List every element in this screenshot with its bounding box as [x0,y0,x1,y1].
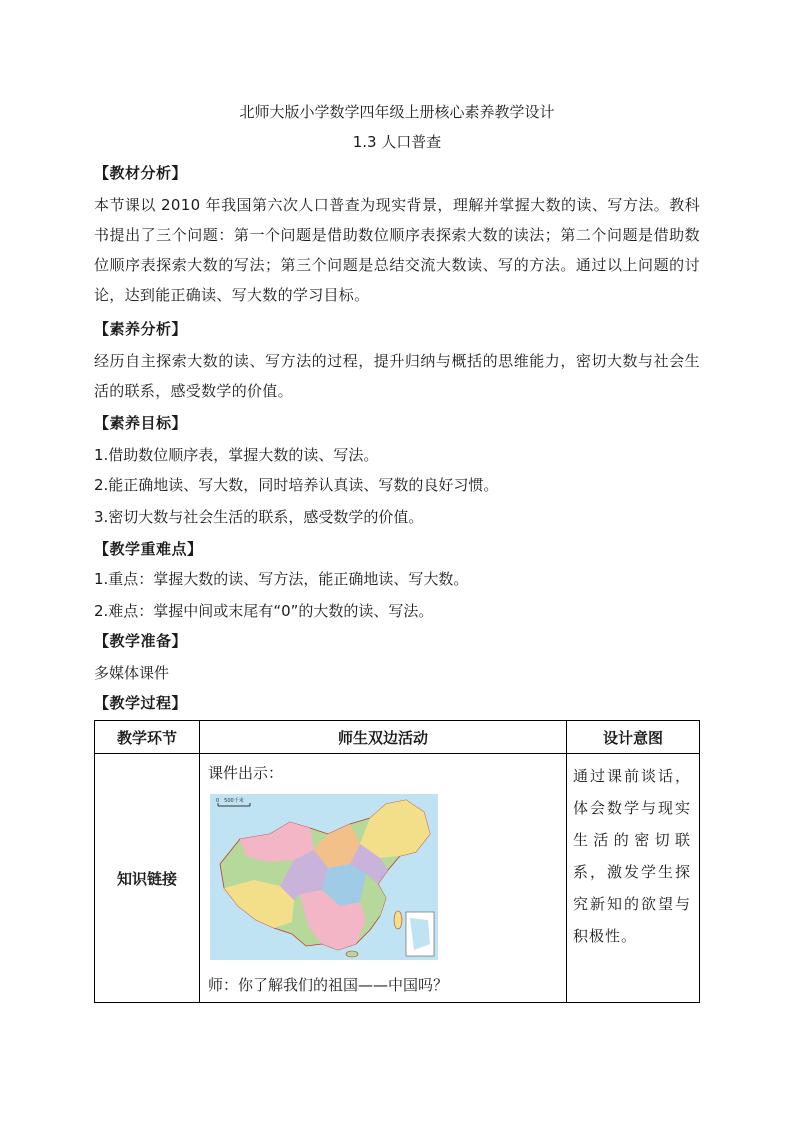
keypoint-item-1: 1.重点：掌握大数的读、写方法，能正确地读、写大数。 [94,570,469,588]
doc-title: 北师大版小学数学四年级上册核心素养教学设计 [239,103,555,121]
heading-keypoints: 【教学重难点】 [94,540,203,558]
china-map-image [210,794,438,960]
heading-literacy: 【素养分析】 [94,320,188,338]
keypoint-item-2: 2.难点：掌握中间或末尾有“0”的大数的读、写法。 [94,602,434,620]
map-scale-label: 0 500千米 [216,798,244,804]
process-table [94,720,700,1003]
table-header-row [95,721,700,754]
activity-lead-text: 课件出示： [208,764,284,782]
column-header-activity: 师生双边活动 [200,721,567,754]
heading-materials: 【教材分析】 [94,164,188,182]
heading-prep: 【教学准备】 [94,632,188,650]
paragraph-prep: 多媒体课件 [94,664,170,682]
activity-cell [200,754,567,1003]
table-row [95,754,700,1003]
heading-process: 【教学过程】 [94,694,188,712]
column-header-stage: 教学环节 [95,721,200,754]
map-island-taiwan [394,911,402,929]
goal-item-1: 1.借助数位顺序表，掌握大数的读、写法。 [94,446,379,464]
heading-goals: 【素养目标】 [94,414,188,432]
paragraph-materials: 本节课以 2010 年我国第六次人口普查为现实背景，理解并掌握大数的读、写方法。教科书提出了三个问题：第一个问题是借助数位顺序表探索大数的读法；第二个问题是借助数位顺序表探索大数的写法；第三个问题是总结交流大数读、写的方法。通过以上问题的讨论，达到能正确读、写大数的学习目标。 [94,196,700,304]
intent-text: 通过课前谈话，体会数学与现实生活的密切联系，激发学生探究新知的欲望与积极性。 [573,767,691,945]
column-header-intent: 设计意图 [567,721,700,754]
goal-item-3: 3.密切大数与社会生活的联系，感受数学的价值。 [94,508,424,526]
paragraph-literacy: 经历自主探索大数的读、写方法的过程，提升归纳与概括的思维能力，密切大数与社会生活的联系，感受数学的价值。 [94,352,700,400]
doc-subtitle: 1.3 人口普查 [352,133,442,151]
intent-cell [567,754,700,1003]
goal-item-2: 2.能正确地读、写大数，同时培养认真读、写数的良好习惯。 [94,476,499,494]
activity-question-text: 师：你了解我们的祖国——中国吗？ [208,976,449,994]
map-island-hainan [346,951,358,957]
stage-cell: 知识链接 [95,754,200,1003]
